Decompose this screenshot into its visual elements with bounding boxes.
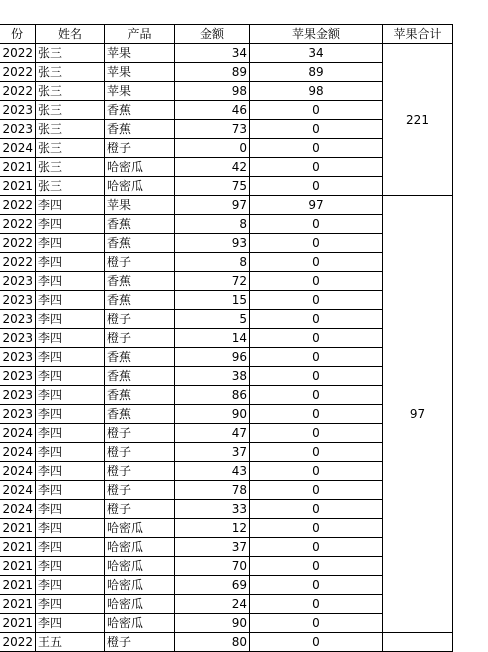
cell-apple-amount[interactable]: 0 xyxy=(250,310,383,329)
cell-name[interactable]: 李四 xyxy=(36,614,105,633)
cell-apple-amount[interactable]: 0 xyxy=(250,386,383,405)
cell-apple-amount[interactable]: 0 xyxy=(250,367,383,386)
cell-name[interactable]: 王五 xyxy=(36,633,105,652)
cell-apple-amount[interactable]: 0 xyxy=(250,557,383,576)
cell-name[interactable]: 张三 xyxy=(36,158,105,177)
cell-apple-amount[interactable]: 0 xyxy=(250,348,383,367)
cell-product[interactable]: 橙子 xyxy=(105,424,175,443)
cell-name[interactable]: 李四 xyxy=(36,196,105,215)
cell-amount[interactable]: 42 xyxy=(175,158,250,177)
cell-year[interactable]: 2023 xyxy=(0,405,36,424)
cell-apple-total[interactable] xyxy=(383,633,453,652)
cell-year[interactable]: 2023 xyxy=(0,120,36,139)
cell-product[interactable]: 哈密瓜 xyxy=(105,158,175,177)
cell-product[interactable]: 香蕉 xyxy=(105,367,175,386)
cell-apple-amount[interactable]: 0 xyxy=(250,253,383,272)
cell-product[interactable]: 哈密瓜 xyxy=(105,576,175,595)
cell-amount[interactable]: 98 xyxy=(175,82,250,101)
cell-name[interactable]: 李四 xyxy=(36,538,105,557)
cell-name[interactable]: 李四 xyxy=(36,234,105,253)
cell-name[interactable]: 李四 xyxy=(36,310,105,329)
cell-year[interactable]: 2021 xyxy=(0,538,36,557)
cell-amount[interactable]: 12 xyxy=(175,519,250,538)
cell-product[interactable]: 橙子 xyxy=(105,500,175,519)
cell-year[interactable]: 2024 xyxy=(0,462,36,481)
cell-name[interactable]: 李四 xyxy=(36,348,105,367)
cell-year[interactable]: 2022 xyxy=(0,253,36,272)
cell-name[interactable]: 李四 xyxy=(36,500,105,519)
cell-product[interactable]: 香蕉 xyxy=(105,234,175,253)
cell-product[interactable]: 哈密瓜 xyxy=(105,557,175,576)
cell-year[interactable]: 2021 xyxy=(0,557,36,576)
cell-name[interactable]: 张三 xyxy=(36,44,105,63)
cell-apple-amount[interactable]: 0 xyxy=(250,481,383,500)
cell-amount[interactable]: 14 xyxy=(175,329,250,348)
cell-name[interactable]: 李四 xyxy=(36,329,105,348)
cell-name[interactable]: 张三 xyxy=(36,120,105,139)
cell-amount[interactable]: 75 xyxy=(175,177,250,196)
cell-amount[interactable]: 15 xyxy=(175,291,250,310)
cell-amount[interactable]: 8 xyxy=(175,253,250,272)
cell-amount[interactable]: 70 xyxy=(175,557,250,576)
cell-name[interactable]: 李四 xyxy=(36,481,105,500)
cell-apple-amount[interactable]: 0 xyxy=(250,462,383,481)
cell-year[interactable]: 2024 xyxy=(0,139,36,158)
cell-amount[interactable]: 69 xyxy=(175,576,250,595)
table-row xyxy=(0,633,453,652)
table-row xyxy=(0,196,453,215)
cell-year[interactable]: 2022 xyxy=(0,82,36,101)
header-apple-total[interactable]: 苹果合计 xyxy=(383,25,453,44)
cell-year[interactable]: 2024 xyxy=(0,443,36,462)
cell-year[interactable]: 2022 xyxy=(0,633,36,652)
cell-product[interactable]: 苹果 xyxy=(105,63,175,82)
cell-name[interactable]: 李四 xyxy=(36,272,105,291)
cell-apple-amount[interactable]: 0 xyxy=(250,234,383,253)
cell-amount[interactable]: 86 xyxy=(175,386,250,405)
cell-product[interactable]: 香蕉 xyxy=(105,291,175,310)
cell-year[interactable]: 2022 xyxy=(0,234,36,253)
cell-year[interactable]: 2021 xyxy=(0,614,36,633)
cell-apple-amount[interactable]: 0 xyxy=(250,424,383,443)
cell-apple-amount[interactable]: 0 xyxy=(250,215,383,234)
cell-product[interactable]: 橙子 xyxy=(105,310,175,329)
cell-product[interactable]: 香蕉 xyxy=(105,272,175,291)
cell-product[interactable]: 哈密瓜 xyxy=(105,595,175,614)
cell-amount[interactable]: 0 xyxy=(175,139,250,158)
cell-name[interactable]: 李四 xyxy=(36,443,105,462)
cell-amount[interactable]: 38 xyxy=(175,367,250,386)
cell-product[interactable]: 香蕉 xyxy=(105,215,175,234)
cell-year[interactable]: 2021 xyxy=(0,158,36,177)
cell-amount[interactable]: 43 xyxy=(175,462,250,481)
cell-amount[interactable]: 46 xyxy=(175,101,250,120)
cell-year[interactable]: 2023 xyxy=(0,348,36,367)
cell-year[interactable]: 2023 xyxy=(0,367,36,386)
cell-name[interactable]: 李四 xyxy=(36,462,105,481)
cell-amount[interactable]: 37 xyxy=(175,538,250,557)
cell-apple-amount[interactable]: 0 xyxy=(250,291,383,310)
cell-amount[interactable]: 89 xyxy=(175,63,250,82)
header-row xyxy=(0,25,453,44)
cell-amount[interactable]: 8 xyxy=(175,215,250,234)
cell-amount[interactable]: 73 xyxy=(175,120,250,139)
cell-apple-amount[interactable]: 97 xyxy=(250,196,383,215)
cell-product[interactable]: 苹果 xyxy=(105,196,175,215)
data-table xyxy=(0,24,453,652)
cell-name[interactable]: 张三 xyxy=(36,63,105,82)
cell-product[interactable]: 香蕉 xyxy=(105,405,175,424)
cell-year[interactable]: 2024 xyxy=(0,500,36,519)
cell-amount[interactable]: 47 xyxy=(175,424,250,443)
cell-year[interactable]: 2023 xyxy=(0,101,36,120)
cell-product[interactable]: 哈密瓜 xyxy=(105,614,175,633)
cell-year[interactable]: 2023 xyxy=(0,386,36,405)
header-product[interactable]: 产品 xyxy=(105,25,175,44)
header-apple-amount[interactable]: 苹果金额 xyxy=(250,25,383,44)
cell-name[interactable]: 李四 xyxy=(36,595,105,614)
cell-product[interactable]: 橙子 xyxy=(105,139,175,158)
cell-amount[interactable]: 24 xyxy=(175,595,250,614)
cell-name[interactable]: 李四 xyxy=(36,576,105,595)
cell-year[interactable]: 2021 xyxy=(0,177,36,196)
cell-year[interactable]: 2023 xyxy=(0,291,36,310)
cell-apple-amount[interactable]: 0 xyxy=(250,614,383,633)
cell-name[interactable]: 李四 xyxy=(36,557,105,576)
cell-apple-amount[interactable]: 0 xyxy=(250,538,383,557)
cell-product[interactable]: 香蕉 xyxy=(105,386,175,405)
cell-apple-amount[interactable]: 0 xyxy=(250,158,383,177)
cell-amount[interactable]: 5 xyxy=(175,310,250,329)
cell-amount[interactable]: 96 xyxy=(175,348,250,367)
cell-apple-amount[interactable]: 89 xyxy=(250,63,383,82)
cell-name[interactable]: 李四 xyxy=(36,291,105,310)
cell-apple-amount[interactable]: 0 xyxy=(250,405,383,424)
cell-amount[interactable]: 93 xyxy=(175,234,250,253)
cell-year[interactable]: 2023 xyxy=(0,310,36,329)
cell-name[interactable]: 李四 xyxy=(36,405,105,424)
cell-year[interactable]: 2023 xyxy=(0,272,36,291)
cell-name[interactable]: 李四 xyxy=(36,386,105,405)
cell-product[interactable]: 橙子 xyxy=(105,633,175,652)
cell-apple-amount[interactable]: 0 xyxy=(250,633,383,652)
cell-amount[interactable]: 90 xyxy=(175,614,250,633)
cell-product[interactable]: 橙子 xyxy=(105,253,175,272)
cell-product[interactable]: 哈密瓜 xyxy=(105,519,175,538)
cell-product[interactable]: 香蕉 xyxy=(105,120,175,139)
cell-apple-amount[interactable]: 0 xyxy=(250,139,383,158)
cell-amount[interactable]: 72 xyxy=(175,272,250,291)
cell-apple-amount[interactable]: 0 xyxy=(250,595,383,614)
cell-apple-total[interactable]: 97 xyxy=(383,196,453,633)
cell-product[interactable]: 苹果 xyxy=(105,82,175,101)
cell-apple-amount[interactable]: 0 xyxy=(250,443,383,462)
cell-amount[interactable]: 90 xyxy=(175,405,250,424)
cell-apple-amount[interactable]: 0 xyxy=(250,519,383,538)
cell-year[interactable]: 2024 xyxy=(0,481,36,500)
cell-apple-amount[interactable]: 0 xyxy=(250,272,383,291)
cell-name[interactable]: 张三 xyxy=(36,82,105,101)
cell-amount[interactable]: 80 xyxy=(175,633,250,652)
cell-product[interactable]: 橙子 xyxy=(105,329,175,348)
cell-amount[interactable]: 97 xyxy=(175,196,250,215)
cell-product[interactable]: 香蕉 xyxy=(105,348,175,367)
table-body xyxy=(0,44,453,652)
cell-product[interactable]: 橙子 xyxy=(105,462,175,481)
cell-apple-amount[interactable]: 0 xyxy=(250,576,383,595)
cell-year[interactable]: 2022 xyxy=(0,215,36,234)
cell-apple-amount[interactable]: 0 xyxy=(250,500,383,519)
header-year[interactable]: 份 xyxy=(0,25,36,44)
cell-apple-total[interactable]: 221 xyxy=(383,44,453,196)
cell-name[interactable]: 李四 xyxy=(36,519,105,538)
cell-apple-amount[interactable]: 34 xyxy=(250,44,383,63)
cell-year[interactable]: 2021 xyxy=(0,595,36,614)
cell-amount[interactable]: 33 xyxy=(175,500,250,519)
cell-year[interactable]: 2021 xyxy=(0,576,36,595)
cell-year[interactable]: 2022 xyxy=(0,196,36,215)
cell-apple-amount[interactable]: 0 xyxy=(250,177,383,196)
cell-year[interactable]: 2022 xyxy=(0,44,36,63)
cell-apple-amount[interactable]: 0 xyxy=(250,120,383,139)
cell-apple-amount[interactable]: 98 xyxy=(250,82,383,101)
cell-name[interactable]: 张三 xyxy=(36,101,105,120)
cell-name[interactable]: 李四 xyxy=(36,367,105,386)
cell-year[interactable]: 2022 xyxy=(0,63,36,82)
cell-name[interactable]: 李四 xyxy=(36,253,105,272)
table-row xyxy=(0,44,453,63)
cell-product[interactable]: 哈密瓜 xyxy=(105,177,175,196)
cell-amount[interactable]: 78 xyxy=(175,481,250,500)
cell-year[interactable]: 2023 xyxy=(0,329,36,348)
cell-name[interactable]: 李四 xyxy=(36,424,105,443)
cell-product[interactable]: 哈密瓜 xyxy=(105,538,175,557)
cell-apple-amount[interactable]: 0 xyxy=(250,329,383,348)
cell-name[interactable]: 张三 xyxy=(36,177,105,196)
cell-apple-amount[interactable]: 0 xyxy=(250,101,383,120)
cell-amount[interactable]: 34 xyxy=(175,44,250,63)
cell-amount[interactable]: 37 xyxy=(175,443,250,462)
header-amount[interactable]: 金额 xyxy=(175,25,250,44)
cell-product[interactable]: 橙子 xyxy=(105,481,175,500)
cell-name[interactable]: 张三 xyxy=(36,139,105,158)
cell-product[interactable]: 苹果 xyxy=(105,44,175,63)
cell-product[interactable]: 橙子 xyxy=(105,443,175,462)
header-name[interactable]: 姓名 xyxy=(36,25,105,44)
cell-year[interactable]: 2024 xyxy=(0,424,36,443)
cell-product[interactable]: 香蕉 xyxy=(105,101,175,120)
cell-name[interactable]: 李四 xyxy=(36,215,105,234)
cell-year[interactable]: 2021 xyxy=(0,519,36,538)
